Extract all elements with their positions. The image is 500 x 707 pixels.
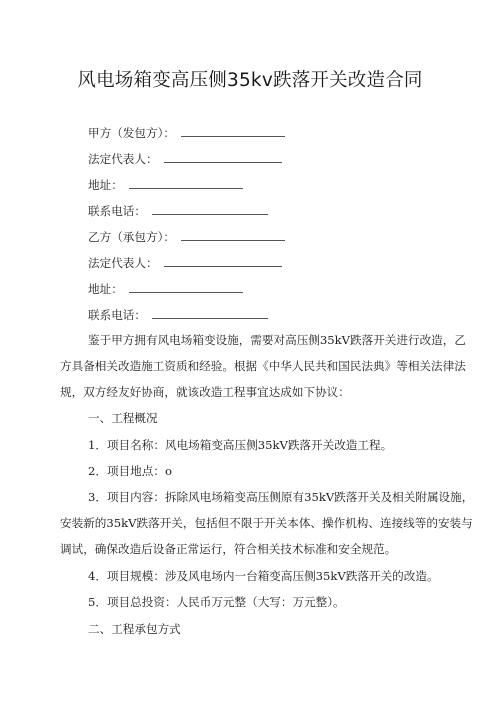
section-heading: 一、工程概况 (88, 411, 158, 425)
party-a-address-label: 地址： (88, 178, 123, 192)
party-b-address-blank[interactable] (129, 280, 243, 293)
party-b-label: 乙方（承包方）： (88, 230, 175, 244)
party-a-phone-blank[interactable] (152, 202, 268, 215)
party-a-blank[interactable] (181, 124, 285, 137)
party-b-blank[interactable] (181, 228, 285, 241)
list-item-line: 调试，确保改造后设备正常运行，符合相关技术标准和安全规范。 (60, 542, 397, 556)
section-heading: 二、工程承包方式 (88, 622, 181, 636)
document-title: 风电场箱变高压侧35kv跌落开关改造合同 (77, 70, 423, 91)
list-item: 5．项目总投资：人民币万元整（大写：万元整）。 (88, 595, 345, 609)
intro-line: 规，双方经友好协商，就该改造工程事宜达成如下协议： (60, 385, 350, 399)
party-b-representative-blank[interactable] (164, 254, 282, 267)
party-a-label: 甲方（发包方）： (88, 126, 175, 140)
list-item (60, 489, 474, 557)
list-item: 4．项目规模：涉及风电场内一台箱变高压侧35kV跌落开关的改造。 (88, 569, 439, 583)
party-b-field (88, 228, 285, 245)
party-a-address-blank[interactable] (129, 176, 243, 189)
party-b-address-field (88, 280, 243, 297)
party-b-phone-label: 联系电话： (88, 308, 146, 322)
party-b-address-label: 地址： (88, 282, 123, 296)
party-b-representative-label: 法定代表人： (88, 256, 158, 270)
party-a-representative-label: 法定代表人： (88, 152, 158, 166)
list-item: 2．项目地点：o (88, 464, 172, 478)
list-item-line: 安装新的35kV跌落开关，包括但不限于开关本体、操作机构、连接线等的安装与 (60, 516, 473, 530)
party-b-phone-field (88, 306, 268, 323)
list-item: 1．项目名称：风电场箱变高压侧35kV跌落开关改造工程。 (88, 438, 393, 452)
party-a-representative-field (88, 150, 282, 167)
intro-line: 鉴于甲方拥有风电场箱变设施，需要对高压侧35kV跌落开关进行改造，乙 (88, 333, 466, 347)
party-b-phone-blank[interactable] (152, 306, 268, 319)
party-b-representative-field (88, 254, 282, 271)
party-a-representative-blank[interactable] (164, 150, 282, 163)
party-a-phone-label: 联系电话： (88, 204, 146, 218)
list-item-line: 3．项目内容：拆除风电场箱变高压侧原有35kV跌落开关及相关附属设施， (88, 490, 474, 504)
party-a-phone-field (88, 202, 268, 219)
party-a-address-field (88, 176, 243, 193)
intro-line: 方具备相关改造施工资质和经验。根据《中华人民共和国民法典》等相关法律法 (60, 359, 466, 373)
party-a-field (88, 124, 285, 141)
intro-paragraph (60, 332, 466, 400)
